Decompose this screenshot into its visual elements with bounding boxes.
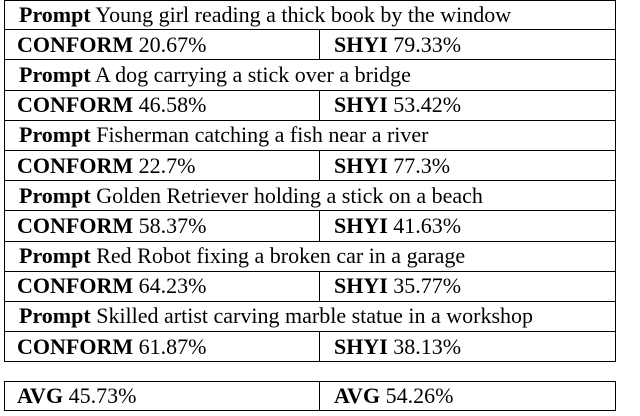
score-row	[4, 151, 616, 181]
conform-label: CONFORM	[17, 152, 134, 178]
prompt-label: Prompt	[19, 243, 91, 269]
shyi-cell	[320, 152, 615, 178]
prompt-label: Prompt	[19, 61, 91, 87]
prompt-row	[4, 302, 616, 332]
conform-label: CONFORM	[17, 212, 134, 238]
shyi-cell	[320, 31, 615, 57]
score-row	[4, 272, 616, 302]
shyi-label: SHYI	[334, 273, 388, 299]
prompt-label: Prompt	[19, 2, 91, 28]
prompt-cell	[5, 245, 615, 267]
shyi-label: SHYI	[334, 152, 388, 178]
conform-cell	[5, 91, 320, 120]
shyi-value: 38.13%	[393, 333, 462, 359]
score-row	[4, 30, 616, 60]
conform-value: 22.7%	[138, 152, 196, 178]
prompt-row	[4, 60, 616, 90]
average-row	[4, 381, 616, 411]
shyi-cell	[320, 333, 615, 359]
avg-left-cell	[5, 382, 320, 410]
shyi-cell	[320, 212, 615, 238]
conform-cell	[5, 30, 320, 59]
prompt-text: Fisherman catching a fish near a river	[96, 122, 429, 148]
shyi-cell	[320, 275, 615, 297]
prompt-cell	[5, 182, 615, 208]
prompt-label: Prompt	[19, 303, 91, 329]
shyi-cell	[320, 94, 615, 116]
avg-right-cell	[320, 385, 615, 407]
prompt-cell	[5, 305, 615, 327]
shyi-label: SHYI	[334, 92, 388, 118]
conform-label: CONFORM	[17, 333, 134, 359]
shyi-value: 79.33%	[393, 31, 462, 57]
conform-value: 46.58%	[138, 92, 207, 118]
prompt-text: Golden Retriever holding a stick on a beach	[96, 182, 483, 208]
conform-value: 64.23%	[138, 273, 207, 299]
conform-cell	[5, 151, 320, 180]
shyi-label: SHYI	[334, 212, 388, 238]
conform-cell	[5, 272, 320, 301]
prompt-row	[4, 181, 616, 211]
conform-value: 61.87%	[138, 333, 207, 359]
prompt-cell	[5, 124, 615, 146]
prompt-text: Skilled artist carving marble statue in a workshop	[96, 303, 534, 329]
shyi-value: 35.77%	[393, 273, 462, 299]
prompt-row	[4, 121, 616, 151]
prompt-cell	[5, 4, 615, 26]
shyi-value: 77.3%	[393, 152, 451, 178]
prompt-text: Young girl reading a thick book by the window	[95, 2, 512, 28]
conform-label: CONFORM	[17, 31, 134, 57]
conform-value: 58.37%	[138, 212, 207, 238]
conform-cell	[5, 211, 320, 240]
conform-label: CONFORM	[17, 92, 134, 118]
avg-right-value: 54.26%	[385, 383, 454, 408]
score-row	[4, 91, 616, 121]
score-row	[4, 211, 616, 241]
avg-left-value: 45.73%	[68, 383, 137, 408]
conform-label: CONFORM	[17, 273, 134, 299]
conform-cell	[5, 332, 320, 361]
prompt-cell	[5, 61, 615, 87]
prompt-text: A dog carrying a stick over a bridge	[95, 61, 411, 87]
prompt-row	[4, 0, 616, 30]
prompt-label: Prompt	[19, 182, 91, 208]
avg-left-label: AVG	[17, 383, 64, 408]
prompt-text: Red Robot fixing a broken car in a garage	[96, 243, 466, 269]
prompt-row	[4, 242, 616, 272]
score-row	[4, 332, 616, 362]
shyi-label: SHYI	[334, 333, 388, 359]
shyi-label: SHYI	[334, 31, 388, 57]
shyi-value: 41.63%	[393, 212, 462, 238]
avg-right-label: AVG	[334, 383, 381, 408]
conform-value: 20.67%	[138, 31, 207, 57]
results-table	[4, 0, 616, 362]
shyi-value: 53.42%	[393, 92, 462, 118]
prompt-label: Prompt	[19, 122, 91, 148]
